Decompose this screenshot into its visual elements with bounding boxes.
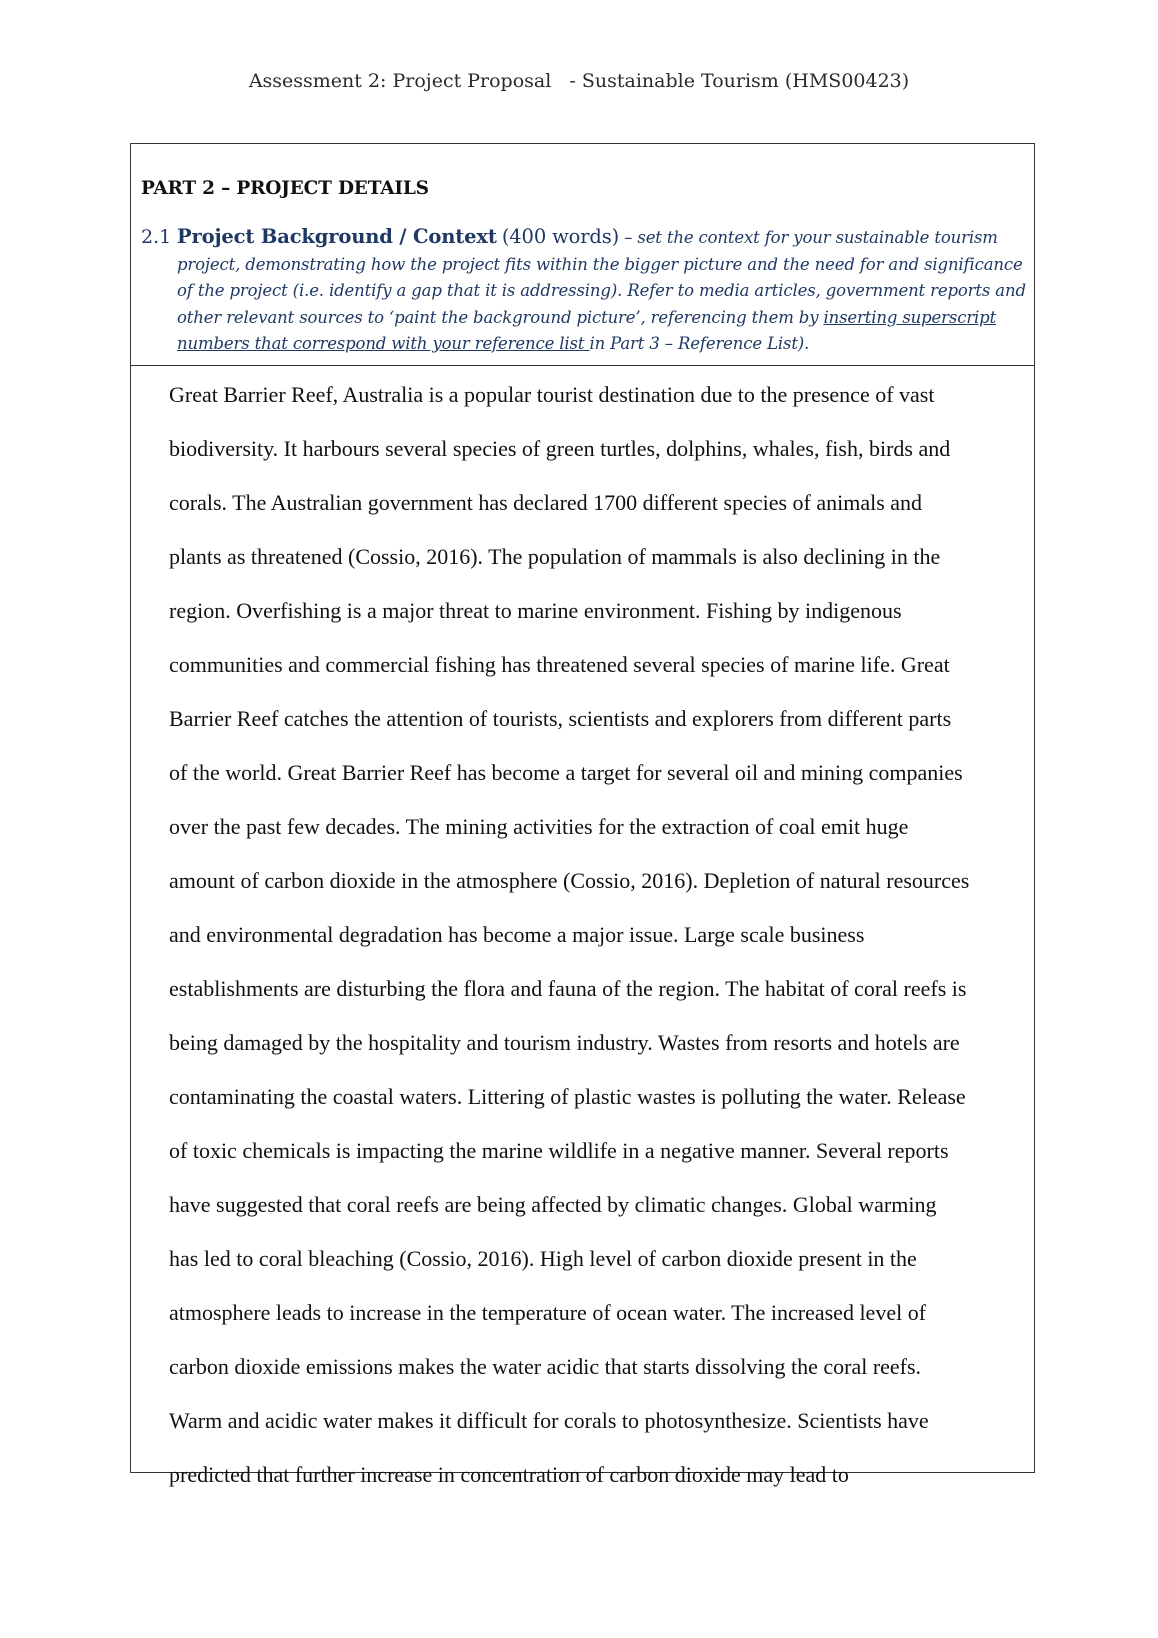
body-line: predicted that further increase in concentration of carbon dioxide may lead to xyxy=(169,1462,849,1487)
response-text[interactable] xyxy=(169,368,1029,1502)
body-line: region. Overfishing is a major threat to marine environment. Fishing by indigenous xyxy=(169,598,902,623)
word-count: (400 words) xyxy=(501,225,620,248)
body-line: establishments are disturbing the flora and fauna of the region. The habitat of coral reefs is xyxy=(169,976,967,1001)
instruction-text-end: in Part 3 – Reference List). xyxy=(589,334,810,353)
page-header: Assessment 2: Project Proposal - Sustainable Tourism (HMS00423) xyxy=(248,70,910,92)
part-heading: PART 2 – PROJECT DETAILS xyxy=(141,178,429,199)
instructions-cell xyxy=(131,144,1034,366)
body-line: being damaged by the hospitality and tourism industry. Wastes from resorts and hotels are xyxy=(169,1030,960,1055)
body-line: has led to coral bleaching (Cossio, 2016). High level of carbon dioxide present in the xyxy=(169,1246,917,1271)
project-details-table xyxy=(130,143,1035,1487)
body-line: atmosphere leads to increase in the temperature of ocean water. The increased level of xyxy=(169,1300,927,1325)
body-line: and environmental degradation has become a major issue. Large scale business xyxy=(169,922,865,947)
section-number: 2.1 xyxy=(141,226,172,248)
instruction-text: set the context for your sustainable tourism project, demonstrating how the project fits within the bigger picture and the need for and significance of the project (i.e. identify a gap that it is addressing). Refer to media articles, government reports and other relevant sources to ‘paint the background picture’, referencing them by xyxy=(177,228,1026,327)
body-line: corals. The Australian government has declared 1700 different species of animals and xyxy=(169,490,923,515)
body-line: plants as threatened (Cossio, 2016). The population of mammals is also declining in the xyxy=(169,544,941,569)
body-line: biodiversity. It harbours several species of green turtles, dolphins, whales, fish, birds and xyxy=(169,436,951,461)
body-line: Warm and acidic water makes it difficult for corals to photosynthesize. Scientists have xyxy=(169,1408,929,1433)
instruction-dash: – xyxy=(619,228,638,247)
instruction-link[interactable]: inserting superscript numbers that correspond with your reference list xyxy=(177,307,997,353)
body-line: amount of carbon dioxide in the atmosphere (Cossio, 2016). Depletion of natural resources xyxy=(169,868,970,893)
section-instructions xyxy=(177,224,1027,358)
section-title: Project Background / Context xyxy=(177,225,497,248)
body-line: communities and commercial fishing has threatened several species of marine life. Great xyxy=(169,652,950,677)
body-line: over the past few decades. The mining activities for the extraction of coal emit huge xyxy=(169,814,909,839)
body-line: Great Barrier Reef, Australia is a popular tourist destination due to the presence of vast xyxy=(169,382,935,407)
body-line: contaminating the coastal waters. Littering of plastic wastes is polluting the water. Release xyxy=(169,1084,966,1109)
body-line: Barrier Reef catches the attention of tourists, scientists and explorers from different parts xyxy=(169,706,952,731)
body-line: have suggested that coral reefs are being affected by climatic changes. Global warming xyxy=(169,1192,937,1217)
body-line: carbon dioxide emissions makes the water acidic that starts dissolving the coral reefs. xyxy=(169,1354,922,1379)
body-line: of the world. Great Barrier Reef has become a target for several oil and mining companies xyxy=(169,760,963,785)
body-line: of toxic chemicals is impacting the marine wildlife in a negative manner. Several reports xyxy=(169,1138,949,1163)
